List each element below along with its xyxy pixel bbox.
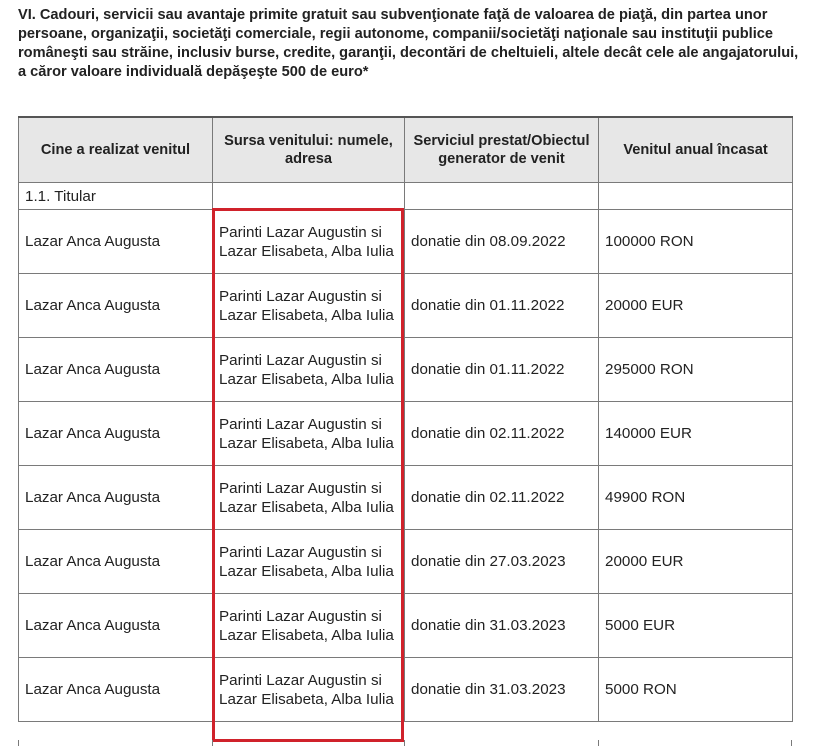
group-label: 1.1. Titular [19, 183, 213, 210]
cell-service: donatie din 27.03.2023 [405, 530, 599, 594]
cell-service: donatie din 31.03.2023 [405, 658, 599, 722]
cell-service: donatie din 01.11.2022 [405, 338, 599, 402]
cell-income: 100000 RON [599, 210, 793, 274]
table-row [19, 594, 793, 658]
cell-who: Lazar Anca Augusta [19, 274, 213, 338]
cell-source: Parinti Lazar Augustin si Lazar Elisabeta, Alba Iulia [213, 210, 405, 274]
group-empty-cell [405, 183, 599, 210]
column-header-service: Serviciul prestat/Obiectul generator de venit [405, 117, 599, 183]
cell-who: Lazar Anca Augusta [19, 466, 213, 530]
cell-service: donatie din 01.11.2022 [405, 274, 599, 338]
cell-income: 49900 RON [599, 466, 793, 530]
cell-service: donatie din 02.11.2022 [405, 402, 599, 466]
table-row [19, 402, 793, 466]
table-row [19, 530, 793, 594]
group-row-titular [19, 183, 793, 210]
income-table [18, 116, 793, 722]
column-divider [212, 740, 213, 746]
cell-who: Lazar Anca Augusta [19, 338, 213, 402]
column-divider [404, 740, 405, 746]
column-header-income: Venitul anual încasat [599, 117, 793, 183]
cell-who: Lazar Anca Augusta [19, 402, 213, 466]
column-divider [598, 740, 599, 746]
table-row [19, 274, 793, 338]
cell-income: 295000 RON [599, 338, 793, 402]
cell-who: Lazar Anca Augusta [19, 658, 213, 722]
cell-source: Parinti Lazar Augustin si Lazar Elisabeta, Alba Iulia [213, 658, 405, 722]
cell-source: Parinti Lazar Augustin si Lazar Elisabeta, Alba Iulia [213, 338, 405, 402]
table-row [19, 658, 793, 722]
cell-source: Parinti Lazar Augustin si Lazar Elisabeta, Alba Iulia [213, 466, 405, 530]
next-row-border [18, 740, 792, 746]
table-row [19, 338, 793, 402]
table-row [19, 466, 793, 530]
section-heading: VI. Cadouri, servicii sau avantaje primite gratuit sau subvenţionate faţă de valoarea de piaţă, din partea unor persoane, organizaţii, societăţi comerciale, regii autonome, companii/societăţi naţionale sau instituţii publice româneşti sau străine, inclusiv burse, credite, garanţii, decontări de cheltuieli, altele decât cele ale angajatorului, a căror valoare individuală depăşeşte 500 de euro* [18, 7, 799, 80]
cell-service: donatie din 02.11.2022 [405, 466, 599, 530]
cell-source: Parinti Lazar Augustin si Lazar Elisabeta, Alba Iulia [213, 274, 405, 338]
cell-income: 5000 RON [599, 658, 793, 722]
cell-source: Parinti Lazar Augustin si Lazar Elisabeta, Alba Iulia [213, 402, 405, 466]
group-empty-cell [213, 183, 405, 210]
cell-who: Lazar Anca Augusta [19, 530, 213, 594]
table-header-row [19, 117, 793, 183]
cell-who: Lazar Anca Augusta [19, 210, 213, 274]
cell-source: Parinti Lazar Augustin si Lazar Elisabeta, Alba Iulia [213, 530, 405, 594]
cell-income: 20000 EUR [599, 530, 793, 594]
table-row [19, 210, 793, 274]
column-header-who: Cine a realizat venitul [19, 117, 213, 183]
cell-source: Parinti Lazar Augustin si Lazar Elisabeta, Alba Iulia [213, 594, 405, 658]
cell-service: donatie din 08.09.2022 [405, 210, 599, 274]
cell-income: 5000 EUR [599, 594, 793, 658]
cell-service: donatie din 31.03.2023 [405, 594, 599, 658]
group-empty-cell [599, 183, 793, 210]
cell-who: Lazar Anca Augusta [19, 594, 213, 658]
cell-income: 20000 EUR [599, 274, 793, 338]
cell-income: 140000 EUR [599, 402, 793, 466]
column-header-source: Sursa venitului: numele, adresa [213, 117, 405, 183]
